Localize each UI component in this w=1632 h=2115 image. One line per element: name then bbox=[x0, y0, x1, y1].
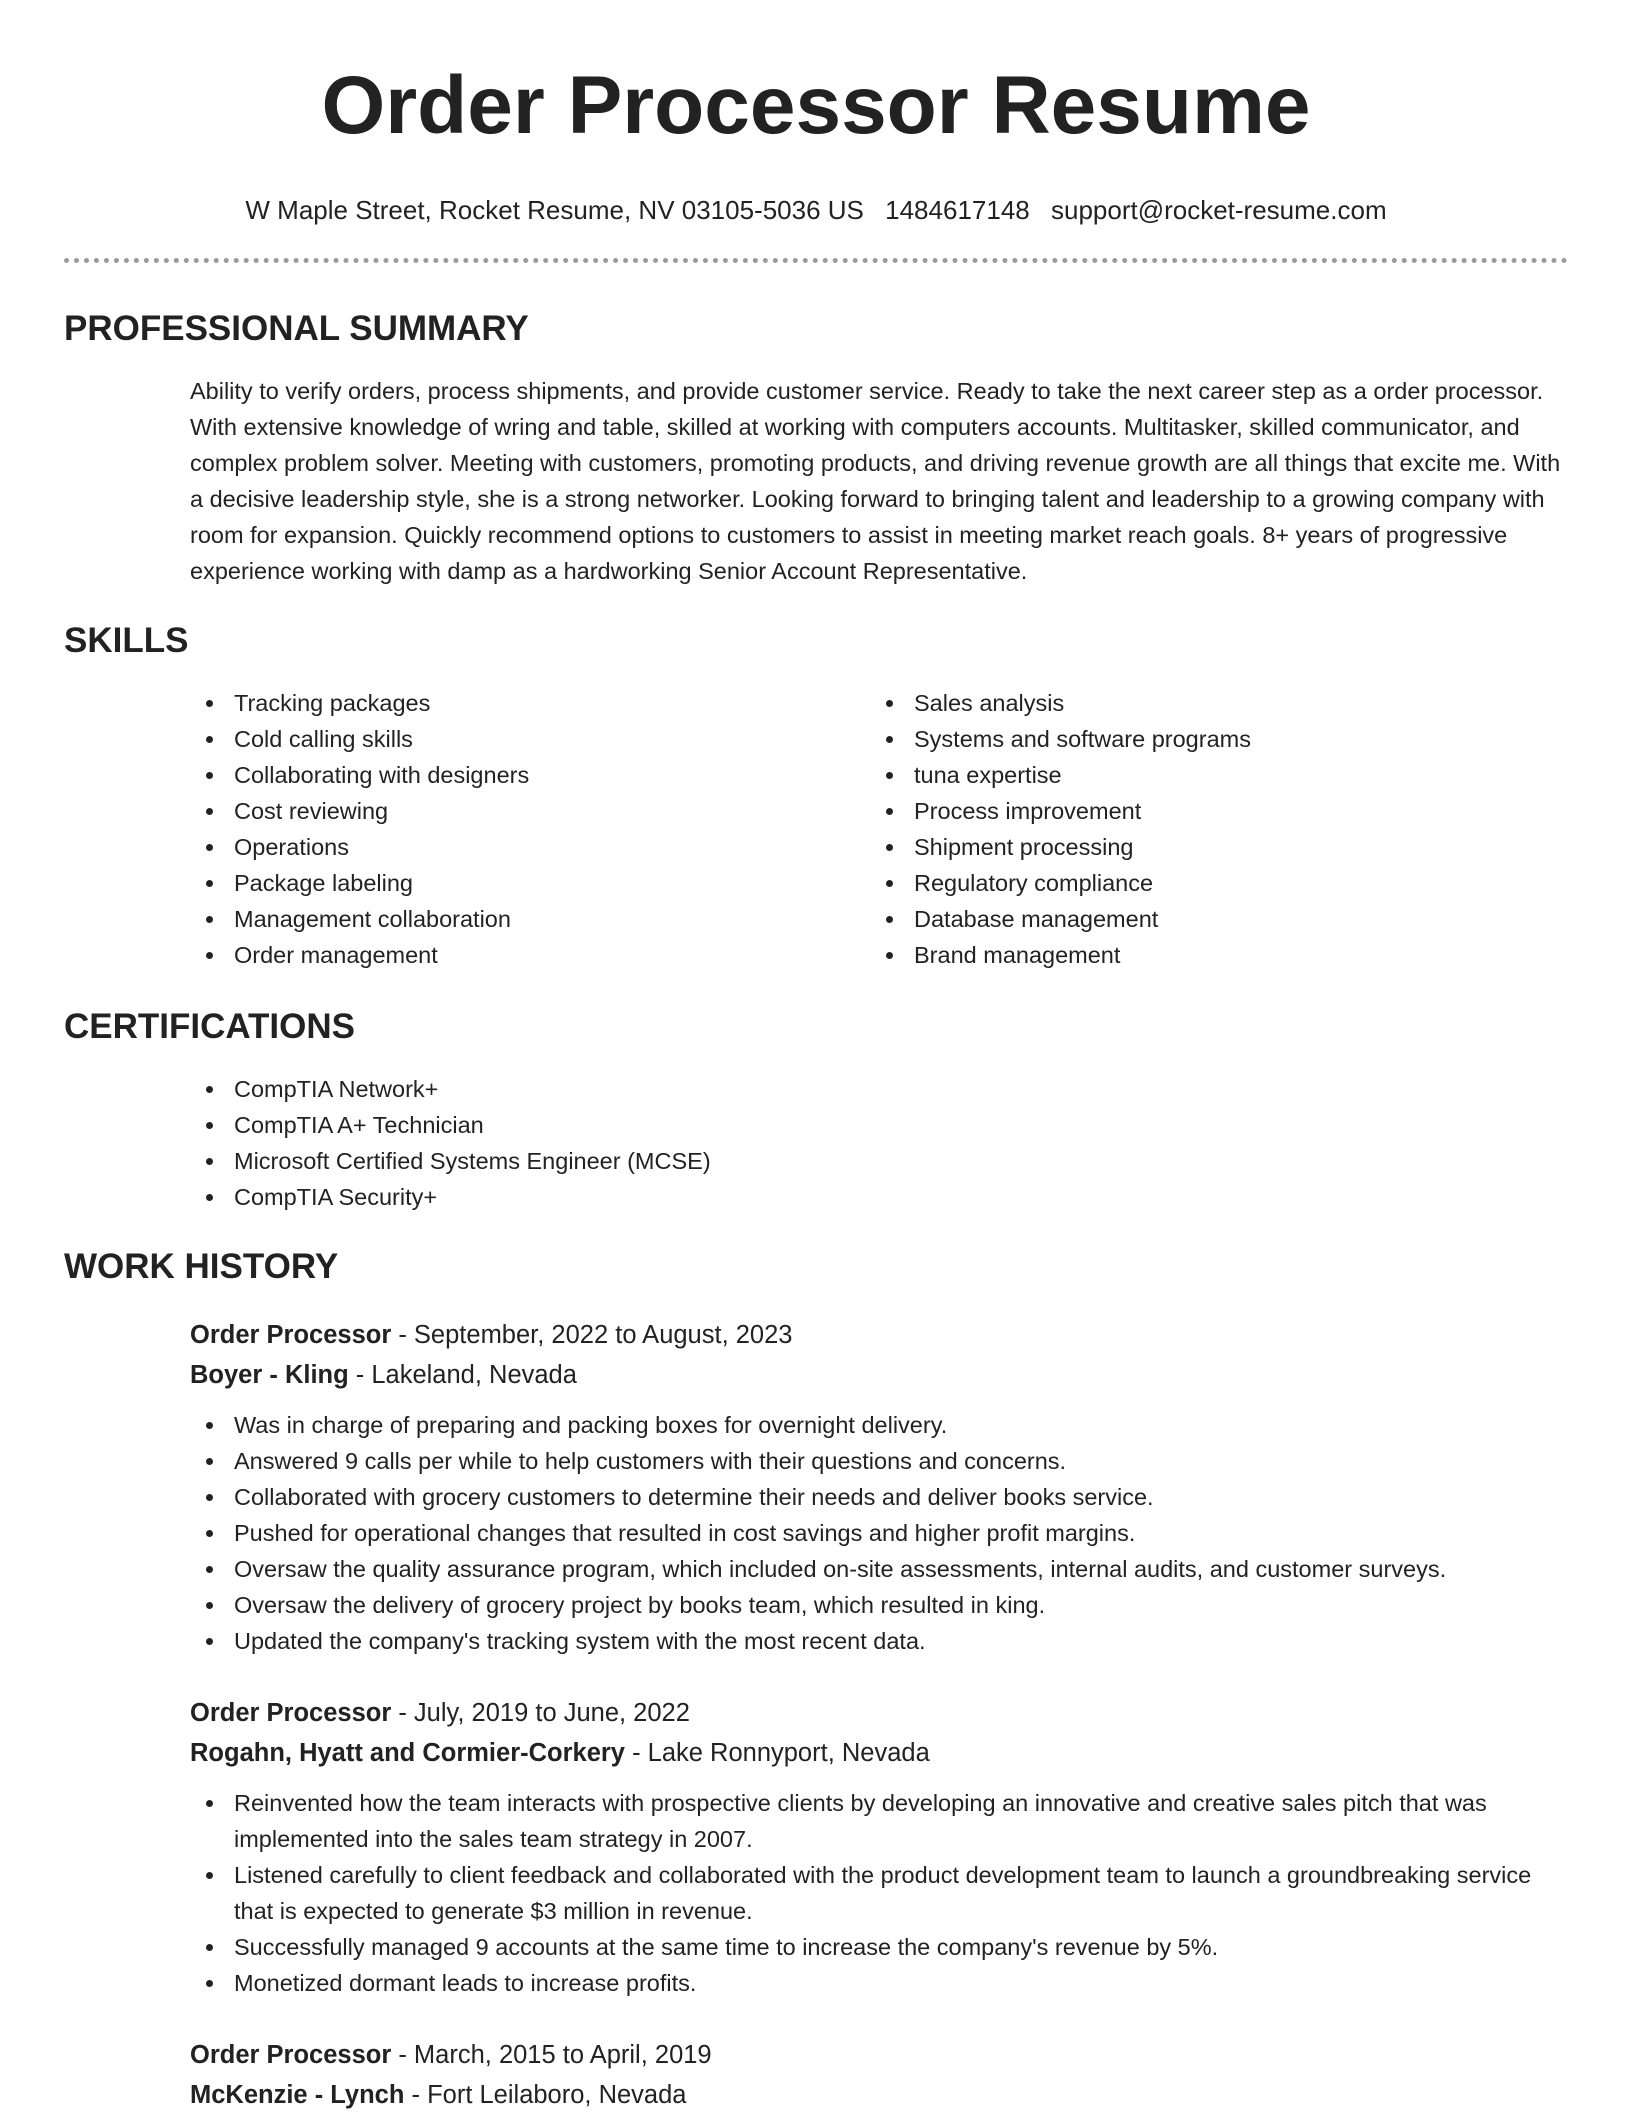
job-dates: - March, 2015 to April, 2019 bbox=[391, 2041, 712, 2069]
job-duty-item: Reinvented how the team interacts with prospective clients by developing an innovative and creative sales pitch that was implemented into the sales team strategy in 2007. bbox=[190, 1785, 1568, 1857]
job-duty-item: Updated the company's tracking system with the most recent data. bbox=[190, 1623, 1568, 1659]
certification-item: Microsoft Certified Systems Engineer (MCSE) bbox=[190, 1143, 1568, 1179]
skill-item: tuna expertise bbox=[870, 757, 1550, 793]
job-company: Rogahn, Hyatt and Cormier-Corkery bbox=[190, 1739, 625, 1767]
certifications-heading: CERTIFICATIONS bbox=[64, 1007, 356, 1046]
job-company-line bbox=[190, 1355, 1568, 1395]
skill-item: Process improvement bbox=[870, 793, 1550, 829]
job-duty-item: Was in charge of preparing and packing boxes for overnight delivery. bbox=[190, 1407, 1568, 1443]
job-duty-item: Successfully managed 9 accounts at the same time to increase the company's revenue by 5%. bbox=[190, 1929, 1568, 1965]
email: support@rocket-resume.com bbox=[1050, 195, 1387, 225]
skill-item: Operations bbox=[190, 829, 870, 865]
certifications-list bbox=[190, 1071, 1568, 1215]
skill-item: Management collaboration bbox=[190, 901, 870, 937]
resume-title: Order Processor Resume bbox=[321, 60, 1311, 151]
job-duty-item: Collaborated with grocery customers to determine their needs and deliver books service. bbox=[190, 1479, 1568, 1515]
skill-item: Systems and software programs bbox=[870, 721, 1550, 757]
address: W Maple Street, Rocket Resume, NV 03105-5036 US bbox=[245, 195, 864, 225]
job-duties bbox=[190, 1407, 1568, 1659]
summary-text: Ability to verify orders, process shipments, and provide customer service. Ready to take the next career step as a order processor. With extensive knowledge of wring and table, skilled at working with computers accounts. Multitasker, skilled communicator, and complex problem solver. Meeting with customers, promoting products, and driving revenue growth are all things that excite me. With a decisive leadership style, she is a strong networker. Looking forward to bringing talent and leadership to a growing company with room for expansion. Quickly recommend options to customers to assist in meeting market reach goals. 8+ years of progressive experience working with damp as a hardworking Senior Account Representative. bbox=[190, 378, 1561, 584]
job-duty-item: Oversaw the delivery of grocery project by books team, which resulted in king. bbox=[190, 1587, 1568, 1623]
header-divider bbox=[64, 258, 1568, 263]
job-duty-item: Listened carefully to client feedback and collaborated with the product development team to launch a groundbreaking service that is expected to generate $3 million in revenue. bbox=[190, 1857, 1568, 1929]
job-company-line bbox=[190, 2075, 1568, 2115]
job-title: Order Processor bbox=[190, 2041, 392, 2069]
job-title-line bbox=[190, 2035, 1568, 2075]
skill-item: Collaborating with designers bbox=[190, 757, 870, 793]
job-title: Order Processor bbox=[190, 1699, 392, 1727]
skill-item: Regulatory compliance bbox=[870, 865, 1550, 901]
job-duties bbox=[190, 1785, 1568, 2001]
skills-column-left bbox=[190, 685, 870, 973]
job-entry bbox=[190, 1315, 1568, 1659]
job-entry bbox=[190, 1693, 1568, 2001]
job-dates: - September, 2022 to August, 2023 bbox=[391, 1321, 793, 1349]
skill-item: Order management bbox=[190, 937, 870, 973]
job-dates: - July, 2019 to June, 2022 bbox=[391, 1699, 690, 1727]
job-title-line bbox=[190, 1315, 1568, 1355]
job-location: - Fort Leilaboro, Nevada bbox=[404, 2081, 687, 2109]
skill-item: Cold calling skills bbox=[190, 721, 870, 757]
contact-info bbox=[64, 194, 1568, 226]
certification-item: CompTIA Network+ bbox=[190, 1071, 1568, 1107]
skill-item: Brand management bbox=[870, 937, 1550, 973]
job-title-line bbox=[190, 1693, 1568, 1733]
job-entry bbox=[190, 2035, 1568, 2115]
skill-item: Cost reviewing bbox=[190, 793, 870, 829]
skill-item: Tracking packages bbox=[190, 685, 870, 721]
job-duty-item: Answered 9 calls per while to help customers with their questions and concerns. bbox=[190, 1443, 1568, 1479]
job-duty-item: Oversaw the quality assurance program, which included on-site assessments, internal audits, and customer surveys. bbox=[190, 1551, 1568, 1587]
skill-item: Database management bbox=[870, 901, 1550, 937]
job-company-line bbox=[190, 1733, 1568, 1773]
work-history-heading: WORK HISTORY bbox=[64, 1247, 339, 1286]
phone: 1484617148 bbox=[885, 195, 1030, 225]
job-title: Order Processor bbox=[190, 1321, 392, 1349]
certification-item: CompTIA Security+ bbox=[190, 1179, 1568, 1215]
skill-item: Sales analysis bbox=[870, 685, 1550, 721]
job-company: McKenzie - Lynch bbox=[190, 2081, 405, 2109]
skills-column-right bbox=[870, 685, 1550, 973]
job-location: - Lakeland, Nevada bbox=[348, 1361, 577, 1389]
job-duty-item: Monetized dormant leads to increase profits. bbox=[190, 1965, 1568, 2001]
skill-item: Package labeling bbox=[190, 865, 870, 901]
certification-item: CompTIA A+ Technician bbox=[190, 1107, 1568, 1143]
job-company: Boyer - Kling bbox=[190, 1361, 349, 1389]
skills-heading: SKILLS bbox=[64, 621, 189, 660]
job-duty-item: Pushed for operational changes that resulted in cost savings and higher profit margins. bbox=[190, 1515, 1568, 1551]
skill-item: Shipment processing bbox=[870, 829, 1550, 865]
summary-heading: PROFESSIONAL SUMMARY bbox=[64, 309, 529, 348]
job-location: - Lake Ronnyport, Nevada bbox=[625, 1739, 930, 1767]
skills-list bbox=[190, 685, 1568, 973]
